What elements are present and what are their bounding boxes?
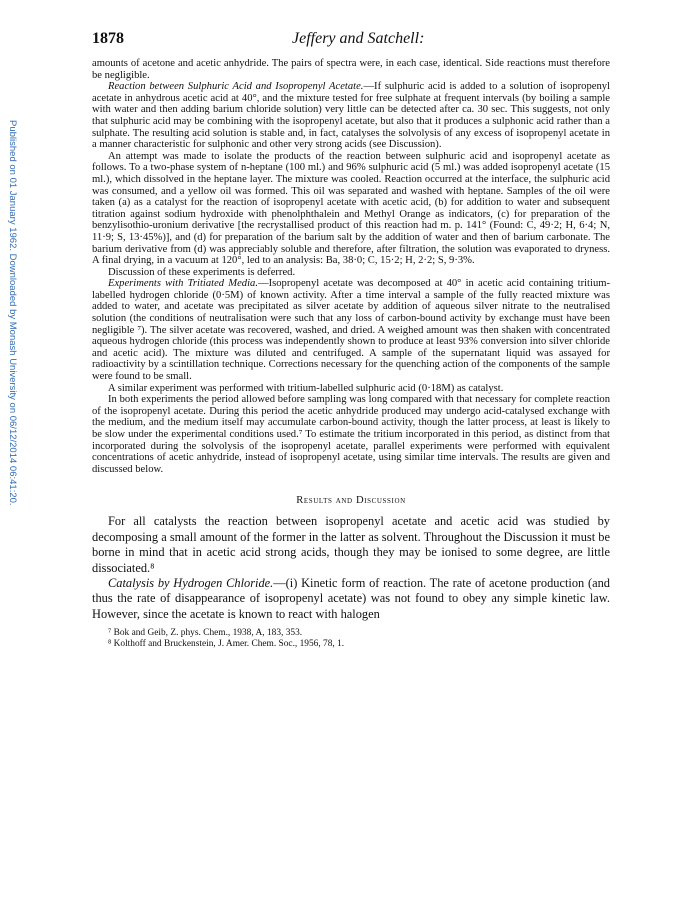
paragraph-text: For all catalysts the reaction between isopropenyl acetate and acetic acid was studied by decomposing a small amount of the former in the latter as solvent. Throughout the Discussion it must be borne in mind that in acetic acid strong acids, though they may be ionised to some degree, are little dissociated.⁸ xyxy=(92,514,610,575)
footnote: ⁸ Kolthoff and Bruckenstein, J. Amer. Chem. Soc., 1956, 78, 1. xyxy=(108,639,345,650)
download-watermark xyxy=(6,120,20,780)
paragraph-text: amounts of acetone and acetic anhydride. The pairs of spectra were, in each case, identical. Side reactions must therefore be negligible. xyxy=(92,58,610,81)
paragraph xyxy=(92,81,610,151)
paragraph-text: —Isopropenyl acetate was decomposed at 40° in acetic acid containing tritium-labelled hydrogen chloride (0·5M) of known activity. After a time interval a sample of the fully reacted mixture was added to water, and acetate was precipitated as silver acetate by addition of aqueous silver nitrate to the neutralised solution (the conditions of neutralisation were such that any loss of carbon-bound activity by exchange must have been negligible ⁷). The silver acetate was recovered, washed, and dried. A weighed amount was then shaken with concentrated aqueous hydrogen chloride (this process was independently shown to produce at least 93% conversion into silver chloride and acetic acid). The mixture was diluted and centrifuged. A sample of the supernatant liquid was assayed for radioactivity by a scintillation technique. Corrections necessary for the quenching action of the components of the sample were found to be small. xyxy=(92,278,611,383)
journal-page xyxy=(92,30,610,650)
running-title: Jeffery and Satchell: xyxy=(292,30,425,47)
paragraph xyxy=(92,394,610,475)
page-number: 1878 xyxy=(92,30,124,47)
page-header xyxy=(92,30,610,58)
footnote: ⁷ Bok and Geib, Z. phys. Chem., 1938, A, 183, 353. xyxy=(108,628,303,639)
paragraph-text: An attempt was made to isolate the products of the reaction between sulphuric acid and isopropenyl acetate as follows. To a two-phase system of n-heptane (100 ml.) and 96% sulphuric acid (5 ml.) was added isopropenyl acetate (15 ml.), which dissolved in the heptane layer. The mixture was cooled. Reaction occurred at the interface, the sulphuric acid was consumed, and a yellow oil was formed. This oil was separated and washed with heptane. Samples of the oil were taken (a) as a catalyst for the reaction of isopropenyl acetate with acetic acid, (b) for addition to water and subsequent titration against sodium hydroxide with phenolphthalein and Methyl Orange as indicators, (c) for preparation of the benzylisothio-uronium derivative [the recrystallised product of this reaction had m. p. 141° (Found: C, 49·2; H, 6·4; N, 11·9; S, 13·45%)], and (d) for preparation of the barium salt by the addition of water and then of barium carbonate. The barium derivative from (d) was appreciably soluble and therefore, after filtration, the solution was evaporated to dryness. A final drying, in a vacuum at 120°, led to an analysis: Ba, 38·0; C, 15·2; H, 2·2; S, 9·3%. xyxy=(92,150,610,267)
results-section xyxy=(92,514,610,622)
paragraph xyxy=(92,278,610,382)
paragraph-lead: Reaction between Sulphuric Acid and Isopropenyl Acetate. xyxy=(108,81,364,93)
experimental-section xyxy=(92,58,610,475)
download-watermark-text: Published on 01 January 1962. Downloaded by Monash University on 06/12/2014 06:41:20. xyxy=(7,120,18,506)
paragraph-text: A similar experiment was performed with tritium-labelled sulphuric acid (0·18M) as catalyst. xyxy=(108,382,504,394)
paragraph xyxy=(92,58,610,81)
paragraph xyxy=(92,267,610,279)
paragraph-text: In both experiments the period allowed before sampling was long compared with that necessary for complete reaction of the isopropenyl acetate. During this period the acetic anhydride produced may undergo acid-catalysed exchange with the medium, and the medium itself may accumulate carbon-bound activity, though the latter process, at least is likely to be slow under the experimental conditions used.⁷ To estimate the tritium incorporated in this period, as distinct from that incorporated during the solvolysis of the isopropenyl acetate, parallel experiments were performed with equivalent concentrations of acetic anhydride, instead of isopropenyl acetate, using similar time intervals. The results are given and discussed below. xyxy=(92,394,610,475)
paragraph xyxy=(92,514,610,576)
paragraph xyxy=(92,383,610,395)
paragraph xyxy=(92,151,610,267)
paragraph-lead: Catalysis by Hydrogen Chloride. xyxy=(108,576,274,590)
paragraph-text: —If sulphuric acid is added to a solution of isopropenyl acetate in anhydrous acetic acid at 40°, and the mixture tested for free sulphate at frequent intervals (by boiling a sample with water and then adding barium chloride solution) very little can be detected after ca. 30 sec. This suggests, not only that sulphuric acid may be combining with the isopropenyl acetate, but also that it produces a sulphonic acid rather than a sulphate. The resulting acid solution is stable and, in fact, catalyses the solvolysis of any excess of isopropenyl acetate in a manner characteristic for sulphonic and other very strong acids (see Discussion). xyxy=(92,81,610,151)
section-heading: Results and Discussion xyxy=(296,495,406,507)
paragraph-text: —(i) Kinetic form of reaction. The rate of acetone production (and thus the rate of disappearance of isopropenyl acetate) was not found to obey any simple kinetic law. However, since the acetate is known to react with halogen xyxy=(92,576,610,621)
footnotes xyxy=(92,628,610,650)
paragraph-text: Discussion of these experiments is deferred. xyxy=(108,266,296,278)
paragraph xyxy=(92,576,610,622)
paragraph-lead: Experiments with Tritiated Media. xyxy=(108,278,258,290)
